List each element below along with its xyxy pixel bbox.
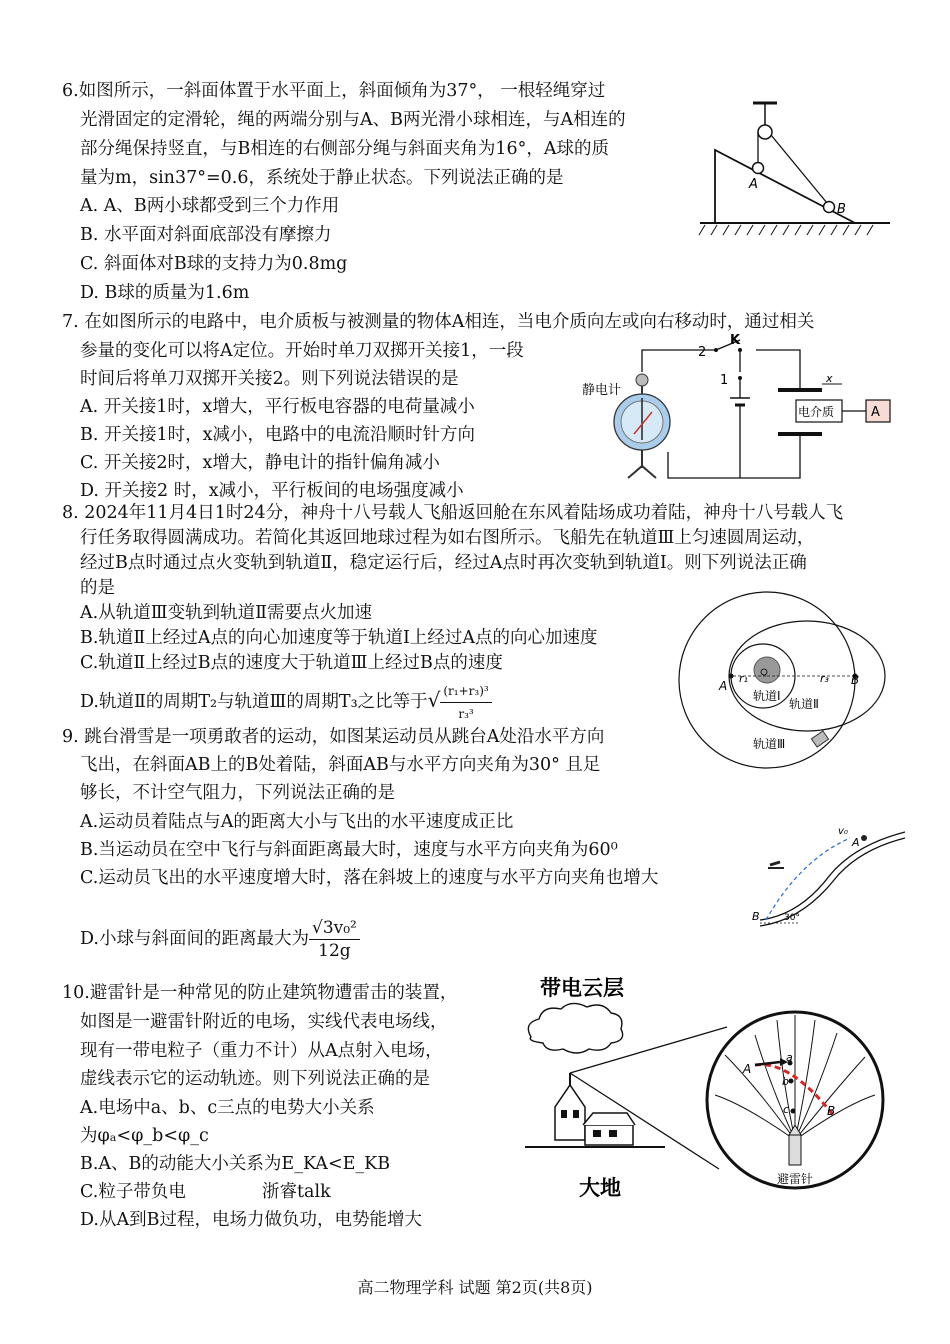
q8-option-b: B.轨道Ⅱ上经过A点的向心加速度等于轨道Ⅰ上经过A点的向心加速度 — [80, 628, 598, 648]
q6-option-b: B. 水平面对斜面底部没有摩擦力 — [80, 225, 332, 245]
q10-point-a-lower: a — [786, 1051, 793, 1064]
q10-stem-line-4: 虚线表示它的运动轨迹。则下列说法正确的是 — [80, 1069, 430, 1089]
q7-stem-line-1: 7. 在如图所示的电路中，电介质板与被测量的物体A相连，当电介质向左或向右移动时，通过相关 — [62, 312, 815, 332]
q6-stem-line-2: 光滑固定的定滑轮，绳的两端分别与A、B两光滑小球相连，与A相连的 — [80, 110, 626, 130]
q9-option-d — [80, 914, 360, 964]
q8-point-b: B — [851, 673, 860, 687]
q8-option-a: A.从轨道Ⅲ变轨到轨道Ⅱ需要点火加速 — [80, 603, 372, 623]
q9-stem-line-3: 够长，不计空气阻力，下列说法正确的是 — [80, 783, 395, 803]
q8-orbit-3-label: 轨道Ⅲ — [753, 737, 786, 751]
q8-option-d-prefix: D.轨道Ⅱ的周期T₂与轨道Ⅲ的周期T₃之比等于 — [80, 692, 428, 712]
q10-watermark: 浙睿talk — [262, 1182, 331, 1202]
q10-point-b-lower: b — [782, 1075, 789, 1088]
q7-option-a: A. 开关接1时，x增大，平行板电容器的电荷量减小 — [80, 397, 475, 417]
q8-r3-label: r₃ — [820, 672, 829, 685]
q9-stem-line-2: 飞出，在斜面AB上的B处着陆，斜面AB与水平方向夹角为30° 且足 — [80, 755, 601, 775]
q8-option-d-numerator: (r₁+r₃)³ — [440, 680, 491, 703]
q9-point-b: B — [752, 910, 760, 923]
q9-option-d-numerator: √3v₀² — [309, 917, 360, 940]
q9-option-d-denominator: 12g — [318, 941, 351, 961]
q8-orbit-figure — [675, 588, 890, 783]
q7-x-label: x — [826, 372, 833, 385]
q7-switch-pos-2: 2 — [698, 345, 707, 360]
q7-stem-line-2: 参量的变化可以将A定位。开始时单刀双掷开关接1，一段 — [80, 341, 524, 361]
q7-stem-line-3: 时间后将单刀双掷开关接2。则下列说法错误的是 — [80, 369, 459, 389]
q7-option-d: D. 开关接2 时，x减小，平行板间的电场强度减小 — [80, 481, 464, 501]
q6-label-a: A — [749, 177, 758, 192]
q9-point-a: A — [852, 836, 860, 849]
q7-option-c: C. 开关接2时，x增大，静电计的指针偏角减小 — [80, 453, 440, 473]
q10-point-a: A — [743, 1062, 752, 1076]
q8-option-d: D.轨道Ⅱ的周期T₂与轨道Ⅲ的周期T₃之比等于√ $\frac{\text{(r₁+r₃)³}}{\text{r₃³}}$ — [80, 680, 492, 725]
q10-option-b: B.A、B的动能大小关系为E_KA<E_KB — [80, 1154, 391, 1174]
q9-option-a: A.运动员着陆点与A的距离大小与飞出的水平速度成正比 — [80, 812, 514, 832]
q10-option-a-cont: 为φₐ<φ_b<φ_c — [80, 1126, 209, 1146]
q7-circuit-figure — [580, 332, 900, 482]
q6-option-a: A. A、B两小球都受到三个力作用 — [80, 196, 340, 216]
q10-stem-line-1: 10.避雷针是一种常见的防止建筑物遭雷击的装置， — [62, 983, 458, 1003]
q10-option-a: A.电场中a、b、c三点的电势大小关系 — [80, 1098, 375, 1118]
q10-ground-label: 大地 — [579, 1176, 621, 1200]
q7-option-b: B. 开关接1时，x减小，电路中的电流沿顺时针方向 — [80, 425, 475, 445]
q8-stem-line-4: 的是 — [80, 578, 115, 598]
q10-stem-line-2: 如图是一避雷针附近的电场，实线代表电场线， — [80, 1012, 448, 1032]
q10-option-c: C.粒子带负电 — [80, 1182, 186, 1202]
q10-point-c-lower: c — [783, 1103, 790, 1116]
q6-stem-line-4: 量为m，sin37°=0.6，系统处于静止状态。下列说法正确的是 — [80, 168, 564, 188]
q7-switch-pos-1: 1 — [720, 373, 729, 388]
q10-rod-label: 避雷针 — [777, 1172, 814, 1186]
q10-point-b: B — [827, 1104, 836, 1118]
q8-option-d-denominator: r₃³ — [458, 707, 474, 721]
q7-electrometer-label: 静电计 — [582, 383, 622, 398]
q6-label-b: B — [837, 202, 846, 217]
q9-angle-label: 30° — [784, 913, 800, 923]
q10-stem-line-3: 现有一带电粒子（重力不计）从A点射入电场， — [80, 1041, 443, 1061]
q8-orbit-1-label: 轨道Ⅰ — [753, 689, 781, 703]
q9-v0-label: v₀ — [838, 826, 848, 837]
q10-option-d: D.从A到B过程，电场力做负功，电势能增大 — [80, 1210, 422, 1230]
q7-switch-k: K — [730, 333, 741, 348]
q6-option-c: C. 斜面体对B球的支持力为0.8mg — [80, 254, 348, 274]
q6-stem-line-3: 部分绳保持竖直，与B相连的右侧部分绳与斜面夹角为16°，A球的质 — [80, 139, 610, 159]
q6-incline-figure — [695, 95, 895, 240]
q10-lightning-rod-figure — [515, 965, 895, 1205]
q9-stem-line-1: 9. 跳台滑雪是一项勇敢者的运动，如图某运动员从跳台A处沿水平方向 — [62, 727, 605, 747]
q9-option-c: C.运动员飞出的水平速度增大时，落在斜坡上的速度与水平方向夹角也增大 — [80, 868, 659, 888]
q8-stem-line-2: 行任务取得圆满成功。若简化其返回地球过程为如右图所示。飞船先在轨道Ⅲ上匀速圆周运动， — [80, 528, 815, 548]
page-footer: 高二物理学科 试题 第2页(共8页) — [357, 1278, 593, 1297]
q7-object-a: A — [871, 405, 880, 420]
q8-point-a: A — [719, 679, 728, 693]
q8-orbit-2-label: 轨道Ⅱ — [789, 697, 819, 711]
q8-stem-line-1: 8. 2024年11月4日1时24分，神舟十八号载人飞船返回舱在东风着陆场成功着陆，神舟十八号载人飞 — [62, 503, 844, 523]
q8-r1-label: r₁ — [739, 672, 748, 685]
q10-cloud-label: 带电云层 — [540, 976, 624, 1000]
q9-ski-jump-figure — [740, 820, 910, 930]
q9-option-d-prefix: D.小球与斜面间的距离最大为 — [80, 929, 309, 949]
q6-stem-line-1: 6.如图所示，一斜面体置于水平面上，斜面倾角为37°， 一根轻绳穿过 — [62, 81, 606, 101]
q7-dielectric-label: 电介质 — [798, 405, 835, 419]
q8-stem-line-3: 经过B点时通过点火变轨到轨道Ⅱ，稳定运行后，经过A点时再次变轨到轨道Ⅰ。则下列说法正确 — [80, 553, 807, 573]
q8-option-c: C.轨道Ⅱ上经过B点的速度大于轨道Ⅲ上经过B点的速度 — [80, 653, 503, 673]
q6-option-d: D. B球的质量为1.6m — [80, 283, 250, 303]
q9-option-b: B.当运动员在空中飞行与斜面距离最大时，速度与水平方向夹角为60⁰ — [80, 840, 618, 860]
